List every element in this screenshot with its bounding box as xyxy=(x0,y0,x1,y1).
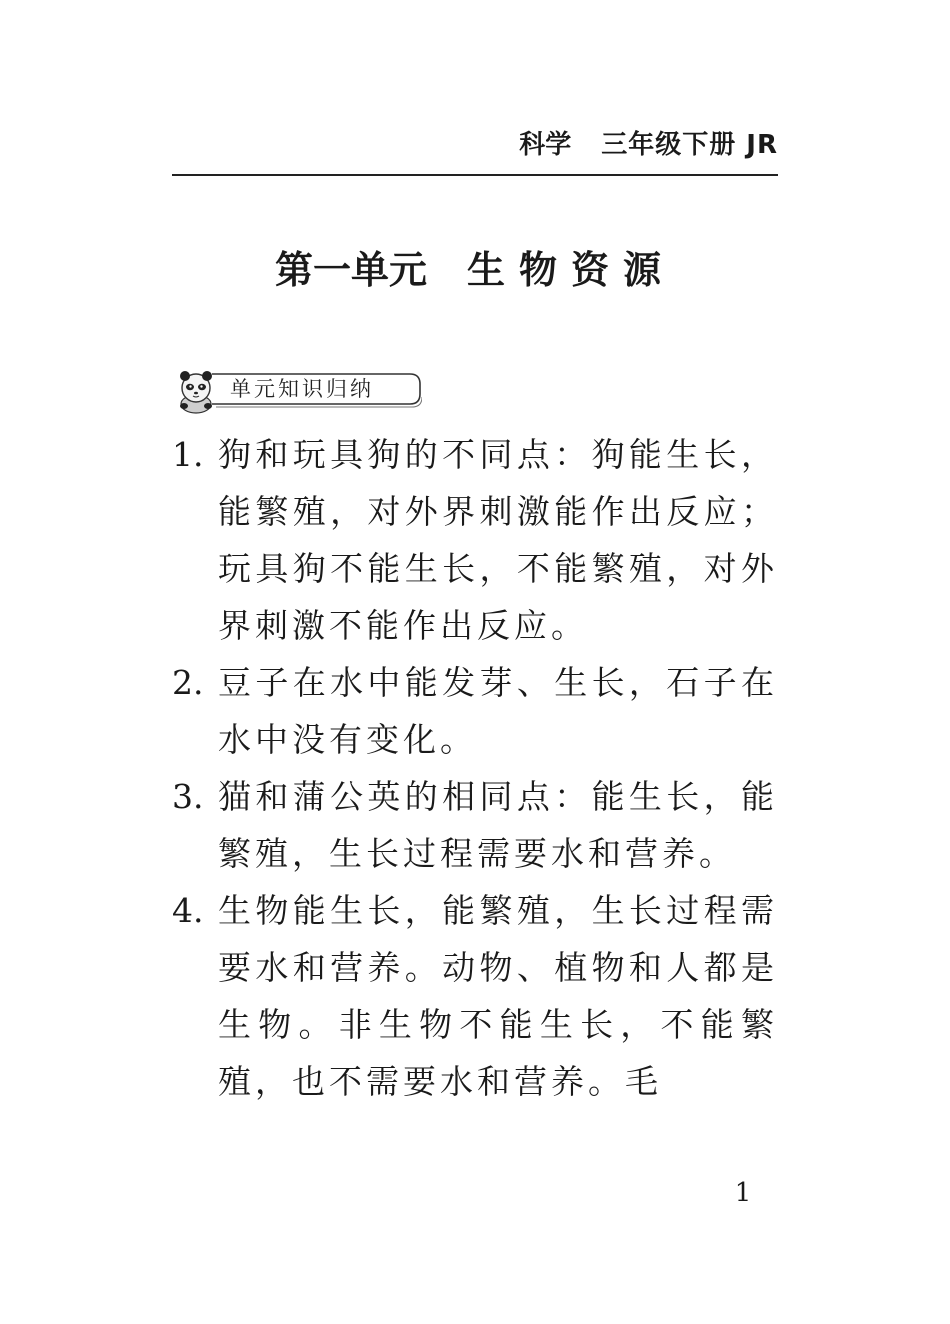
item-number: 4. xyxy=(172,891,204,930)
list-item xyxy=(172,654,778,768)
unit-title xyxy=(0,242,950,298)
header-grade: 三年级下册 JR xyxy=(601,130,778,160)
list-item xyxy=(172,426,778,654)
unit-number: 第一单元 xyxy=(274,248,427,292)
header-subject: 科学 xyxy=(519,130,572,160)
list-item xyxy=(172,882,778,1110)
item-text: 生物能生长，能繁殖，生长过程需要水和营养。动物、植物和人都是生物。非生物不能生长，不能繁殖，也不需要水和营养。毛 xyxy=(218,891,778,1101)
knowledge-list xyxy=(172,426,778,1110)
section-label: 单元知识归纳 xyxy=(230,377,374,401)
panda-icon xyxy=(172,366,222,416)
section-tag xyxy=(172,366,422,416)
item-text: 狗和玩具狗的不同点：狗能生长，能繁殖，对外界刺激能作出反应；玩具狗不能生长，不能繁殖，对外界刺激不能作出反应。 xyxy=(218,435,778,645)
item-number: 2. xyxy=(172,663,204,702)
running-header xyxy=(172,120,778,176)
item-text: 猫和蒲公英的相同点：能生长，能繁殖，生长过程需要水和营养。 xyxy=(218,777,778,873)
item-number: 1. xyxy=(172,435,204,474)
item-text: 豆子在水中能发芽、生长，石子在水中没有变化。 xyxy=(218,663,778,759)
item-number: 3. xyxy=(172,777,204,816)
page-number: 1 xyxy=(734,1178,752,1208)
list-item xyxy=(172,768,778,882)
unit-name: 生物资源 xyxy=(467,248,676,292)
